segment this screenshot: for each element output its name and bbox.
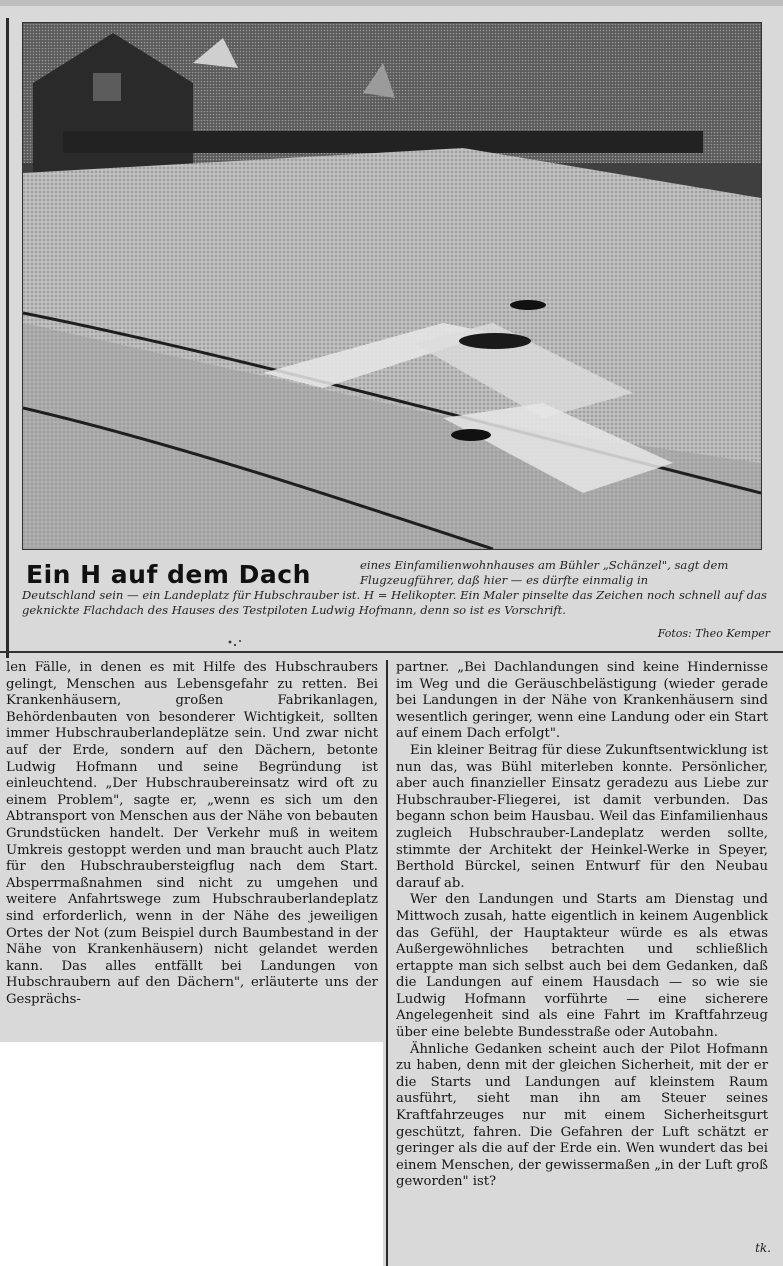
- paragraph: partner. „Bei Dachlandungen sind keine Hindernisse im Weg und die Geräuschbelästigung (wieder gerade bei Landungen in der Nähe von Krankenhäusern sind wesentlich geringer, wenn eine Landung oder ein Start auf einem Dach erfolgt".: [396, 660, 768, 742]
- caption-text: Deutschland sein — ein Landeplatz für Hubschrauber ist. H = Helikopter. Ein Maler pinselte das Zeichen noch schnell auf das geknickte Flachdach des Hauses des Testpiloten Ludwig Hofmann, denn so ist es Vorschrift.: [22, 588, 767, 617]
- author-signature: tk.: [755, 1241, 771, 1255]
- left-border-rule: [6, 18, 9, 658]
- ink-specks: [226, 638, 246, 652]
- paragraph: Ein kleiner Beitrag für diese Zukunftsentwicklung ist nun das, was Bühl miterleben konnte. Persönlicher, aber auch finanzieller Einsatz geradezu aus Liebe zur Hubschrauber-Fliegerei, ist damit verbunden. Das begann schon beim Hausbau. Weil das Einfamilienhaus zugleich Hubschrauber-Landeplatz werden sollte, stimmte der Architekt der Heinkel-Werke in Speyer, Berthold Bürckel, seinen Entwurf für den Neubau darauf ab.: [396, 742, 768, 891]
- caption-lead: eines Einfamilienwohnhauses am Bühler „Schänzel", sagt dem Flugzeugführer, daß hier — es dürfte einmalig in: [360, 558, 729, 587]
- article-column-left: [6, 660, 378, 1008]
- top-border: [0, 0, 783, 6]
- paragraph: Ähnliche Gedanken scheint auch der Pilot Hofmann zu haben, denn mit der gleichen Sicherheit, mit der er die Starts und Landungen auf kleinstem Raum ausführt, sieht man ihn am Steuer seines Kraftfahrzeuges nur mit einem Sicherheitsgurt geschützt, fahren. Die Gefahren der Luft schätzt er geringer als die auf der Erde ein. Wen wundert das bei einem Menschen, der gewissermaßen „in der Luft groß geworden" ist?: [396, 1041, 768, 1190]
- paragraph: len Fälle, in denen es mit Hilfe des Hubschraubers gelingt, Menschen aus Lebensgefahr zu retten. Bei Krankenhäusern, großen Fabrikanlagen, Behördenbauten von besonderer Wichtigkeit, sollten immer Hubschrauberlandeplätze sein. Und zwar nicht auf der Erde, sondern auf den Dächern, betonte Ludwig Hofmann und seine Begründung ist einleuchtend. „Der Hubschraubereinsatz wird oft zu einem Problem", sagte er, „wenn es sich um den Abtransport von Menschen aus der Nähe von bebauten Grundstücken handelt. Der Verkehr muß in weitem Umkreis gestoppt werden und man braucht auch Platz für den Hubschraubersteigflug nach dem Start. Absperrmaßnahmen sind nicht zu umgehen und weitere Anfahrtswege zum Hubschrauberlandeplatz sind erforderlich, wenn in der Nähe des jeweiligen Ortes der Not (zum Beispiel durch Baumbestand in der Nähe von Krankenhäusern) nicht gelandet werden kann. Das alles entfällt bei Landungen von Hubschraubern auf den Dächern", erläuterte uns der Gesprächs-: [6, 660, 378, 1007]
- rooftop-photo: [22, 22, 762, 550]
- headline: Ein H auf dem Dach: [26, 560, 311, 589]
- rooftop-photo-graphic: [23, 23, 761, 549]
- photo-caption: [22, 552, 782, 642]
- article-column-right: [396, 660, 768, 1191]
- section-divider: [0, 651, 783, 653]
- photo-credit: Fotos: Theo Kemper: [657, 627, 770, 640]
- blank-area: [0, 1042, 383, 1266]
- column-divider: [386, 660, 388, 1266]
- paragraph: Wer den Landungen und Starts am Dienstag und Mittwoch zusah, hatte eigentlich in keinem Augenblick das Gefühl, der Hauptakteur würde es als etwas Außergewöhnliches betrachten und schließlich ertappte man sich selbst auch bei dem Gedanken, daß die Landungen auf einem Hausdach — so wie sie Ludwig Hofmann vorführte — eine sicherere Angelegenheit sind als eine Fahrt im Kraftfahrzeug über eine belebte Bundesstraße oder Autobahn.: [396, 892, 768, 1041]
